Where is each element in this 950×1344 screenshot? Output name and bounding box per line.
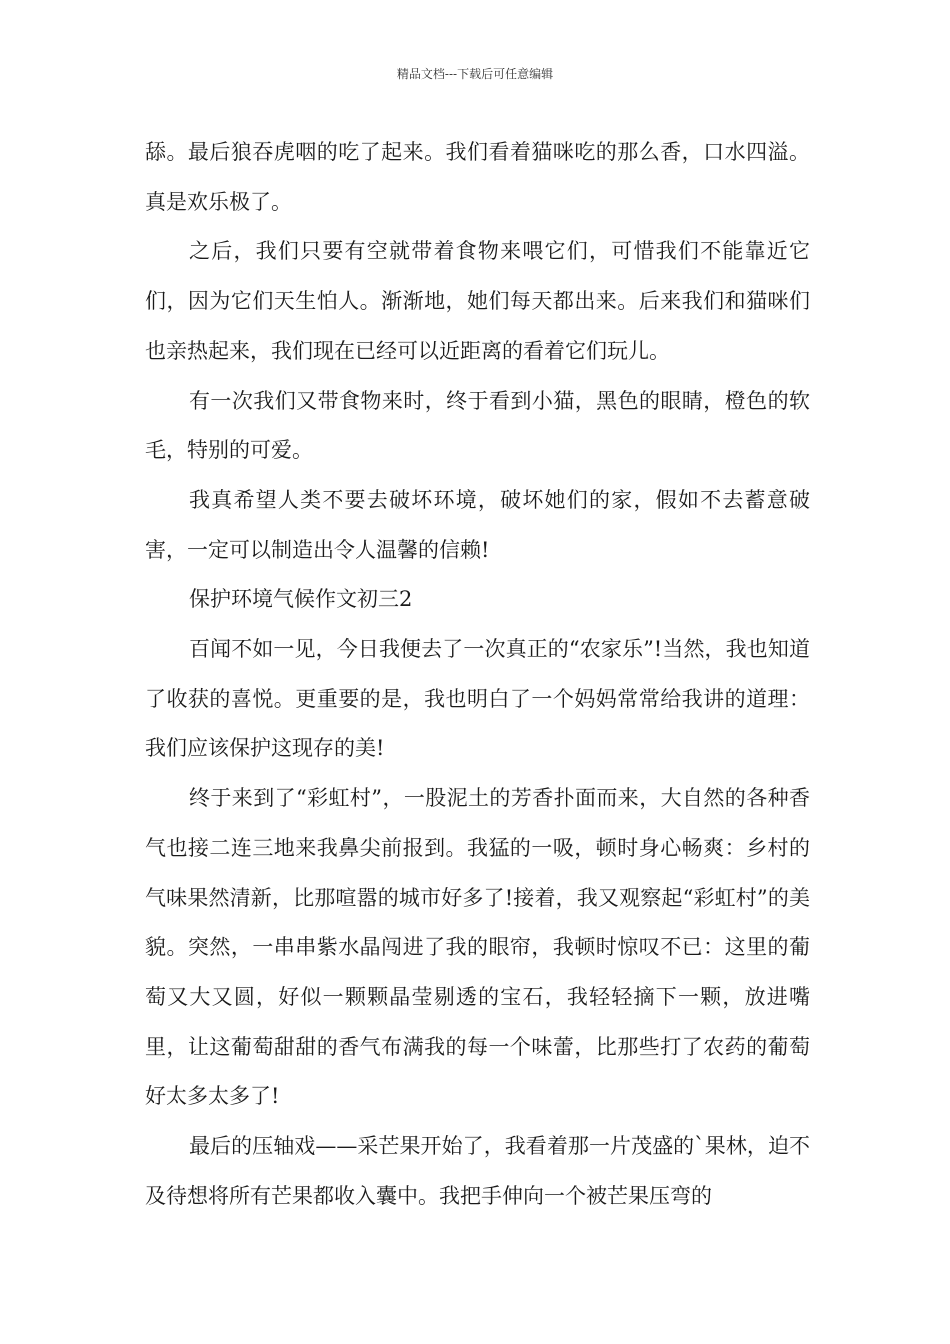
document-body [145, 128, 810, 1221]
paragraph: 百闻不如一见，今日我便去了一次真正的“农家乐”!当然，我也知道了收获的喜悦。更重要的是，我也明白了一个妈妈常常给我讲的道理：我们应该保护这现存的美! [145, 637, 810, 761]
paragraph: 之后，我们只要有空就带着食物来喂它们，可惜我们不能靠近它们，因为它们天生怕人。渐渐地，她们每天都出来。后来我们和猫咪们也亲热起来，我们现在已经可以近距离的看着它们玩儿。 [145, 239, 810, 363]
paragraph: 有一次我们又带食物来时，终于看到小猫，黑色的眼睛，橙色的软毛，特别的可爱。 [145, 388, 810, 463]
page-header: 精品文档---下载后可任意编辑 [396, 67, 554, 81]
paragraph: 舔。最后狼吞虎咽的吃了起来。我们看着猫咪吃的那么香，口水四溢。真是欢乐极了。 [145, 140, 810, 214]
section-heading: 保护环境气候作文初三2 [189, 587, 413, 612]
paragraph: 我真希望人类不要去破坏环境，破坏她们的家，假如不去蓄意破害，一定可以制造出令人温馨的信赖! [145, 487, 810, 562]
paragraph: 最后的压轴戏——采芒果开始了，我看着那一片茂盛的`果林，迫不及待想将所有芒果都收入囊中。我把手伸向一个被芒果压弯的 [145, 1134, 810, 1208]
paragraph: 终于来到了“彩虹村”，一股泥土的芳香扑面而来，大自然的各种香气也接二连三地来我鼻尖前报到。我猛的一吸，顿时身心畅爽：乡村的气味果然清新，比那喧嚣的城市好多了!接着，我又观察起“彩虹村”的美貌。突然，一串串紫水晶闯进了我的眼帘，我顿时惊叹不已：这里的葡萄又大又圆，好似一颗颗晶莹剔透的宝石，我轻轻摘下一颗，放进嘴里，让这葡萄甜甜的香气布满我的每一个味蕾，比那些打了农药的葡萄好太多太多了! [145, 786, 810, 1109]
